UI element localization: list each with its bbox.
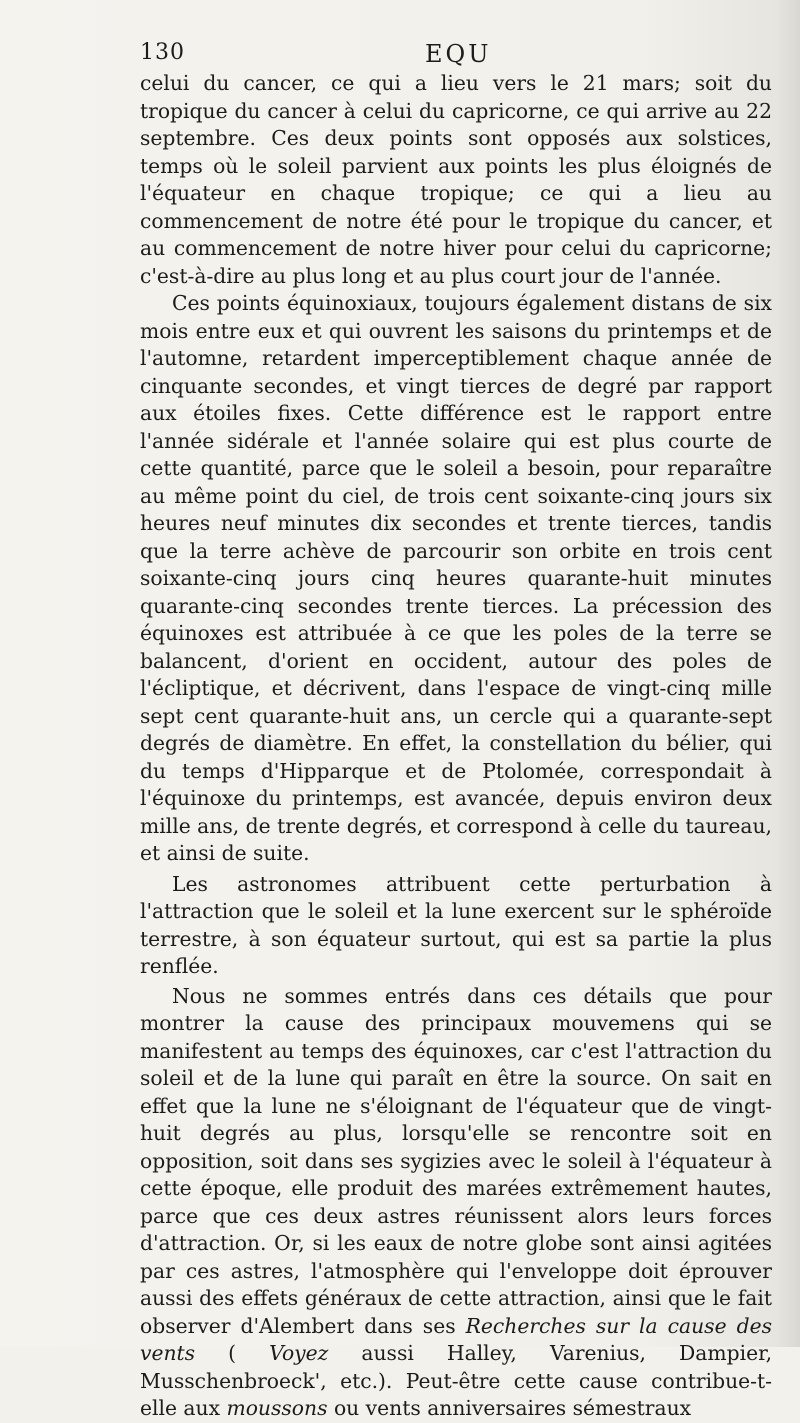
paragraph-causes-text-b: (: [228, 1341, 237, 1365]
italic-book-title: Recherches sur la cause des vents: [140, 1313, 772, 1365]
paragraph-astronomers: Les astronomes attribuent cette perturbation à l'attraction que le soleil et la lune exercent sur le sphéroïde terrestre, à son équateur surtout, qui est sa partie la plus renflée.: [140, 871, 772, 978]
paragraph-causes-text-c: aussi Halley, Varenius, Dampier, Musschenbroeck', etc.). Peut-être cette cause contribue-t-elle aux: [140, 1341, 773, 1420]
running-head: EQU: [425, 40, 492, 68]
paragraph-causes-text-d: ou vents anniversaires sémestraux: [333, 1396, 692, 1420]
italic-moussons: moussons: [226, 1396, 328, 1420]
page-number: 130: [140, 40, 185, 65]
page-header: [140, 40, 770, 68]
paragraph-equinoctial-points: Ces points équinoxiaux, toujours également distans de six mois entre eux et qui ouvrent les saisons du printemps et de l'automne, retardent imperceptiblement chaque année de cinquante secondes, et vingt tierces de degré par rapport aux étoiles fixes. Cette différence est le rapport entre l'année sidérale et l'année solaire qui est plus courte de cette quantité, parce que le soleil a besoin, pour reparaître au même point du ciel, de trois cent soixante-cinq jours six heures neuf minutes dix secondes et trente tierces, tandis que la terre achève de parcourir son orbite en trois cent soixante-cinq jours cinq heures quarante-huit minutes quarante-cinq secondes trente tierces. La précession des équinoxes est attribuée à ce que les poles de la terre se balancent, d'orient en occident, autour des poles de l'écliptique, et décrivent, dans l'espace de vingt-cinq mille sept cent quarante-huit ans, un cercle qui a quarante-sept degrés de diamètre. En effet, la constellation du bélier, qui du temps d'Hipparque et de Ptolomée, correspondait à l'équinoxe du printemps, est avancée, depuis environ deux mille ans, de trente degrés, et correspond à celle du taureau, et ainsi de suite.: [140, 291, 772, 865]
paragraph-solstices: celui du cancer, ce qui a lieu vers le 21 mars; soit du tropique du cancer à celui du capricorne, ce qui arrive au 22 septembre. Ces deux points sont opposés aux solstices, temps où le soleil parvient aux points les plus éloignés de l'équateur en chaque tropique; ce qui a lieu au commencement de notre été pour le tropique du cancer, et au commencement de notre hiver pour celui du capricorne; c'est-à-dire au plus long et au plus court jour de l'année.: [140, 71, 772, 288]
paragraph-causes-text-a: Nous ne sommes entrés dans ces détails que pour montrer la cause des principaux mouvemens qui se manifestent au temps des équinoxes, car c'est l'attraction du soleil et de la lune qui paraît en être la source. On sait en effet que la lune ne s'éloignant de l'équateur que de vingt-huit degrés au plus, lorsqu'elle se rencontre soit en opposition, soit dans ses sygizies avec le soleil à l'équateur à cette époque, elle produit des marées extrêmement hautes, parce que ces deux astres réunissent alors leurs forces d'attraction. Or, si les eaux de notre globe sont ainsi agitées par ces astres, l'atmosphère qui l'enveloppe doit éprouver aussi des effets généraux de cette attraction, ainsi que le fait observer d'Alembert dans ses: [140, 983, 772, 1338]
body-text: [140, 70, 772, 1423]
paragraph-causes: [140, 983, 772, 1423]
italic-voyez: Voyez: [269, 1341, 329, 1365]
